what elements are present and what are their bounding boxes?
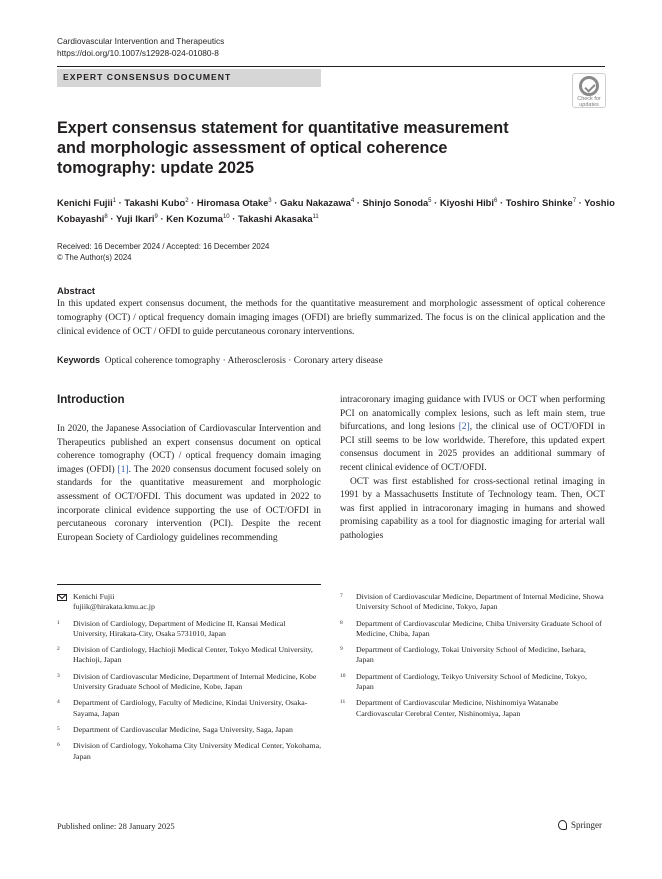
affiliation-number: 1 bbox=[57, 619, 60, 626]
journal-header bbox=[57, 35, 224, 59]
correspondence bbox=[57, 592, 321, 613]
check-updates-icon bbox=[579, 76, 599, 96]
author-name[interactable]: Toshiro Shinke bbox=[505, 197, 573, 209]
publisher-logo bbox=[558, 820, 602, 830]
author-affiliation-marker: 9 bbox=[154, 214, 158, 221]
affiliation-item bbox=[57, 645, 321, 666]
affiliation-number: 7 bbox=[340, 593, 343, 599]
author-list: Kenichi Fujii$^1$ · Takashi Kubo$^2$ · Hiromasa Otake$^3$ · Gaku Nakazawa$^4$ · Shinjo Sonoda$^5$ · Kiyoshi Hibi$^6$ · Toshiro Shinke$^7$ · Yoshio Kobayashi$^8$ · Yuji Ikari$^9$ · Ken Kozuma$^{10}$ · Takashi Akasaka$^{11}$ bbox=[57, 197, 615, 225]
author-affiliation-marker: 6 bbox=[494, 198, 498, 204]
abstract-heading: Abstract bbox=[57, 285, 96, 296]
affiliation-number: 5 bbox=[57, 725, 60, 732]
author-affiliation-marker: 4 bbox=[350, 198, 355, 204]
journal-name: Cardiovascular Intervention and Therapeutics bbox=[57, 36, 225, 46]
intro-paragraph-continuation: intracoronary imaging guidance with IVUS or OCT when performing PCI on anatomically complex lesions, such as left main stem, true bifurcations, and long lesions bbox=[340, 395, 605, 433]
affiliations-left bbox=[57, 592, 321, 768]
affiliation-item bbox=[57, 619, 321, 640]
affiliation-text: Department of Cardiology, Faculty of Medicine, Kindai University, Osaka-Sayama, Japan bbox=[73, 698, 308, 718]
affiliation-text: Division of Cardiology, Hachioji Medical Center, Tokyo Medical University, Hachioji, Japan bbox=[73, 645, 313, 665]
affiliation-number: 10 bbox=[340, 672, 346, 679]
article-title: Expert consensus statement for quantitative measurement and morphologic assessment of optical coherence tomography: update 2025 bbox=[57, 119, 509, 177]
affiliation-text: Department of Cardiology, Teikyo University School of Medicine, Tokyo, Japan bbox=[356, 671, 587, 692]
abstract-text: In this updated expert consensus document, the methods for the quantitative measurement and morphologic assessment of optical coherence tomography (OCT) / optical frequency domain imaging images (OFDI) are briefly summarized. The focus is on the clinical application and the clinical evidence of OCT / OFDI to guide percutaneous coronary interventions. bbox=[57, 299, 605, 337]
doi-link[interactable]: https://doi.org/10.1007/s12928-024-01080-8 bbox=[57, 48, 219, 58]
body-column-right bbox=[340, 394, 605, 544]
author-affiliation-marker: 7 bbox=[572, 198, 577, 204]
affiliation-text: Department of Cardiovascular Medicine, Chiba University Graduate School of Medicine, Chiba, Japan bbox=[356, 618, 602, 638]
author-name[interactable]: Ken Kozuma bbox=[166, 213, 223, 225]
affiliation-text: Department of Cardiovascular Medicine, Nishinomiya Watanabe Cardiovascular Cerebral Center, Nishinomiya, Japan bbox=[356, 698, 559, 718]
springer-horse-icon bbox=[558, 820, 567, 830]
check-for-updates-badge[interactable] bbox=[572, 73, 606, 108]
affiliation-text: Division of Cardiovascular Medicine, Department of Internal Medicine, Kobe University Graduate School of Medicine, Kobe, Japan bbox=[73, 671, 317, 692]
affiliation-text: Division of Cardiology, Yokohama City University Medical Center, Yokohama, Japan bbox=[73, 741, 322, 761]
affiliation-number: 9 bbox=[340, 646, 343, 653]
affiliation-item bbox=[340, 592, 605, 613]
affiliation-text: Department of Cardiology, Tokai University School of Medicine, Isehara, Japan bbox=[356, 645, 586, 665]
article-dates bbox=[57, 242, 269, 263]
intro-paragraph-1b: intracoronary imaging guidance with IVUS or OCT when performing PCI on anatomically complex lesions, such as left main stem, true bifurcations, and long lesions [2], the clinical use of OCT/OFDI in PCI still seems to be low worldwide. Therefore, this updated expert consensus document in 2025 provides an additional summary of recent clinical evidence of OCT/OFDI. bbox=[340, 395, 606, 473]
article-type-label: EXPERT CONSENSUS DOCUMENT bbox=[63, 72, 232, 82]
affiliation-item bbox=[340, 645, 605, 666]
corresponding-author: Kenichi Fujii bbox=[73, 592, 115, 601]
affiliation-item bbox=[57, 725, 321, 735]
corresponding-email[interactable]: fujiik@hirakata.kmu.ac.jp bbox=[73, 602, 155, 612]
keywords bbox=[57, 354, 383, 368]
affiliation-number: 2 bbox=[57, 646, 60, 653]
affiliation-item bbox=[57, 672, 321, 693]
introduction-heading: Introduction bbox=[57, 393, 125, 406]
publisher-name: Springer bbox=[571, 820, 602, 830]
affiliation-item bbox=[57, 741, 321, 762]
author-affiliation-marker: 5 bbox=[428, 198, 432, 204]
author-name[interactable]: Yoshio Kobayashi bbox=[57, 197, 615, 225]
affiliation-text: Division of Cardiology, Department of Medicine II, Kansai Medical University, Hirakata-City, Osaka 5731010, Japan bbox=[73, 618, 286, 638]
keywords-label: Keywords bbox=[57, 355, 101, 365]
intro-paragraph-1a: In 2020, the Japanese Association of Cardiovascular Intervention and Therapeutics published an expert consensus document on optical coherence tomography (OCT) / optical frequency domain imaging images (OFDI) [1]. The 2020 consensus document focused solely on standards for the quantitative measurement and morphologic assessment of OCT/OFDI. This document was updated in 2022 to incorporate clinical evidence supporting the use of OCT/OFDI in percutaneous coronary intervention (PCI). Despite the recent European Society of Cardiology guidelines recommending bbox=[57, 424, 321, 543]
envelope-icon bbox=[57, 594, 67, 601]
author-affiliation-marker: 3 bbox=[268, 198, 272, 204]
affiliation-number: 4 bbox=[57, 699, 60, 706]
reference-link-1[interactable]: [1] bbox=[117, 464, 129, 475]
author-affiliation-marker: 8 bbox=[104, 214, 108, 221]
affiliation-text: Department of Cardiovascular Medicine, Saga University, Saga, Japan bbox=[73, 724, 293, 734]
published-date: Published online: 28 January 2025 bbox=[57, 821, 175, 831]
keywords-text: Optical coherence tomography · Atherosclerosis · Coronary artery disease bbox=[104, 356, 383, 366]
author-affiliation-marker: 10 bbox=[222, 214, 230, 221]
footnote-rule bbox=[57, 584, 321, 585]
author-name[interactable]: Shinjo Sonoda bbox=[362, 197, 429, 209]
copyright: © The Author(s) 2024 bbox=[57, 252, 132, 262]
author-affiliation-marker: 11 bbox=[312, 214, 319, 221]
affiliation-number: 3 bbox=[57, 672, 60, 679]
author-affiliation-marker: 1 bbox=[112, 198, 117, 204]
author-name[interactable]: Kiyoshi Hibi bbox=[439, 197, 495, 209]
affiliation-item bbox=[57, 698, 321, 719]
author-name[interactable]: Takashi Kubo bbox=[124, 197, 186, 209]
author-name[interactable]: Kenichi Fujii bbox=[57, 197, 113, 209]
author-name[interactable]: Takashi Akasaka bbox=[238, 213, 313, 225]
affiliation-item bbox=[340, 619, 605, 640]
article-type-bar bbox=[57, 69, 321, 87]
author-name[interactable]: Gaku Nakazawa bbox=[279, 197, 351, 209]
check-updates-line2: updates bbox=[579, 102, 599, 108]
affiliation-text: Division of Cardiovascular Medicine, Department of Internal Medicine, Showa University School of Medicine, Tokyo, Japan bbox=[356, 592, 604, 612]
affiliation-number: 6 bbox=[57, 742, 60, 749]
header-rule bbox=[57, 66, 605, 67]
author-name[interactable]: Yuji Ikari bbox=[115, 213, 155, 225]
author-affiliation-marker: 2 bbox=[185, 198, 189, 204]
received-accepted: Received: 16 December 2024 / Accepted: 16 December 2024 bbox=[57, 242, 270, 251]
check-updates-line1: Check for bbox=[577, 96, 601, 102]
affiliation-item bbox=[340, 672, 605, 693]
author-name[interactable]: Hiromasa Otake bbox=[196, 197, 269, 209]
affiliation-item bbox=[340, 698, 605, 719]
intro-paragraph-2: OCT was first established for cross-sectional retinal imaging in 1991 by a Massachusetts Institute of Technology team. Then, OCT was first applied in intracoronary imaging in humans and showed promising capability as a tool for diagnostic imaging for arterial wall pathologies bbox=[340, 476, 605, 541]
affiliation-number: 8 bbox=[340, 619, 343, 626]
affiliation-number: 11 bbox=[340, 699, 346, 706]
body-column-left bbox=[57, 423, 321, 545]
affiliations-right bbox=[340, 592, 605, 725]
reference-link-2[interactable]: [2] bbox=[458, 422, 470, 433]
